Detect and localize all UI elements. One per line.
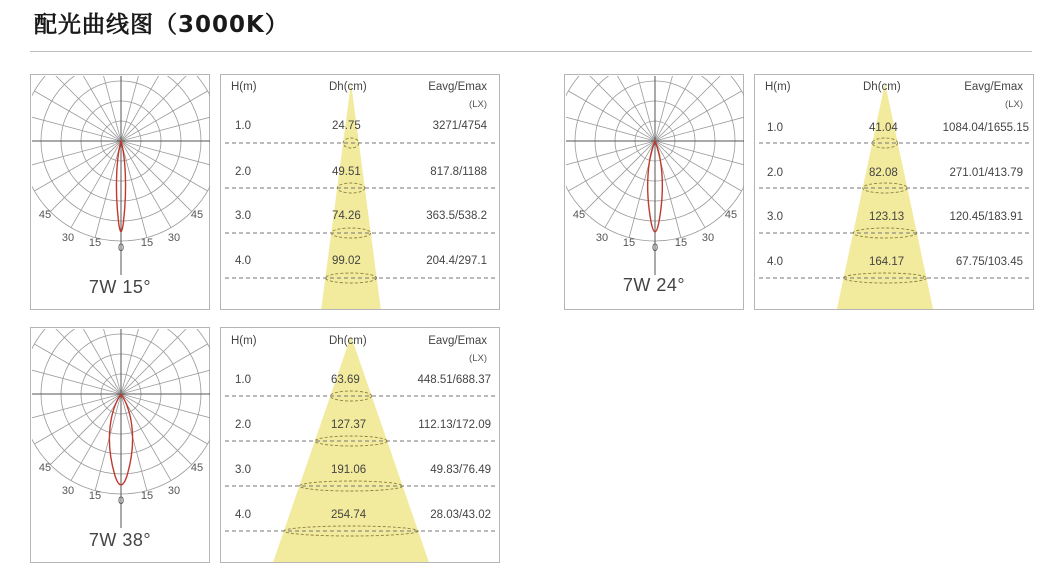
row-e: 271.01/413.79 xyxy=(949,167,1023,179)
angle-tick-label: 15 xyxy=(140,490,154,502)
row-h: 2.0 xyxy=(235,166,251,178)
angle-tick-label: 15 xyxy=(140,237,154,249)
angle-tick-label: 45 xyxy=(190,209,204,221)
row-e: 49.83/76.49 xyxy=(430,464,491,476)
row-h: 4.0 xyxy=(235,509,251,521)
row-h: 2.0 xyxy=(767,167,783,179)
beam-table-15 xyxy=(220,74,500,310)
row-h: 1.0 xyxy=(235,120,251,132)
row-e: 817.8/1188 xyxy=(430,166,487,178)
header-h: H(m) xyxy=(231,335,257,347)
row-e: 363.5/538.2 xyxy=(426,210,487,222)
angle-tick-label: 15 xyxy=(674,237,688,249)
angle-tick-label: 45 xyxy=(190,462,204,474)
row-h: 4.0 xyxy=(767,256,783,268)
header-e: Eavg/Emax xyxy=(428,81,487,93)
row-e: 67.75/103.45 xyxy=(955,256,1023,268)
row-dh: 191.06 xyxy=(331,464,367,476)
polar-panel-38 xyxy=(30,327,210,563)
angle-tick-label: 0 xyxy=(117,242,125,254)
polar-label-24: 7W 24° xyxy=(622,275,686,295)
angle-tick-label: 30 xyxy=(701,232,715,244)
angle-tick-label: 30 xyxy=(167,232,181,244)
polar-panel-24 xyxy=(564,74,744,310)
row-e: 112.13/172.09 xyxy=(418,419,491,431)
angle-tick-label: 45 xyxy=(572,209,586,221)
angle-tick-label: 30 xyxy=(167,485,181,497)
angle-tick-label: 45 xyxy=(724,209,738,221)
page-title: 配光曲线图（3000K） xyxy=(34,12,289,38)
polar-diagram-15 xyxy=(31,75,211,311)
row-dh: 254.74 xyxy=(331,509,367,521)
polar-label-38: 7W 38° xyxy=(88,530,152,550)
angle-tick-label: 45 xyxy=(38,209,52,221)
header-h: H(m) xyxy=(231,81,257,93)
row-dh: 74.26 xyxy=(332,210,361,222)
row-h: 2.0 xyxy=(235,419,251,431)
beam-cone-38 xyxy=(221,328,501,564)
row-dh: 99.02 xyxy=(332,255,361,267)
angle-tick-label: 0 xyxy=(117,495,125,507)
beam-cone-24 xyxy=(755,75,1035,311)
header-e: Eavg/Emax xyxy=(428,335,487,347)
row-e: 448.51/688.37 xyxy=(417,374,491,386)
angle-tick-label: 15 xyxy=(88,237,102,249)
beam-cone-15 xyxy=(221,75,501,311)
angle-tick-label: 15 xyxy=(88,490,102,502)
beam-table-38 xyxy=(220,327,500,563)
angle-tick-label: 0 xyxy=(651,242,659,254)
header-dh: Dh(cm) xyxy=(329,81,367,93)
beam-table-24 xyxy=(754,74,1034,310)
row-h: 1.0 xyxy=(767,122,783,134)
header-e-unit: (LX) xyxy=(1005,99,1023,110)
title-divider xyxy=(30,51,1032,52)
header-e: Eavg/Emax xyxy=(964,81,1023,93)
angle-tick-label: 45 xyxy=(38,462,52,474)
row-dh: 41.04 xyxy=(869,122,898,134)
polar-label-15: 7W 15° xyxy=(88,277,152,297)
polar-diagram-38 xyxy=(31,328,211,564)
row-dh: 123.13 xyxy=(869,211,905,223)
header-dh: Dh(cm) xyxy=(329,335,367,347)
row-dh: 49.51 xyxy=(332,166,361,178)
row-dh: 24.75 xyxy=(332,120,361,132)
row-dh: 82.08 xyxy=(869,167,898,179)
row-h: 3.0 xyxy=(235,464,251,476)
row-e: 3271/4754 xyxy=(432,120,487,132)
angle-tick-label: 30 xyxy=(595,232,609,244)
angle-tick-label: 15 xyxy=(622,237,636,249)
angle-tick-label: 30 xyxy=(61,485,75,497)
row-h: 1.0 xyxy=(235,374,251,386)
row-e: 204.4/297.1 xyxy=(426,255,487,267)
polar-panel-15 xyxy=(30,74,210,310)
header-h: H(m) xyxy=(765,81,791,93)
angle-tick-label: 30 xyxy=(61,232,75,244)
row-dh: 164.17 xyxy=(869,256,905,268)
header-e-unit: (LX) xyxy=(469,353,487,364)
row-e: 1084.04/1655.15 xyxy=(942,122,1029,134)
row-e: 120.45/183.91 xyxy=(949,211,1023,223)
header-e-unit: (LX) xyxy=(469,99,487,110)
row-e: 28.03/43.02 xyxy=(430,509,491,521)
header-dh: Dh(cm) xyxy=(863,81,901,93)
row-dh: 63.69 xyxy=(331,374,360,386)
row-dh: 127.37 xyxy=(331,419,367,431)
row-h: 3.0 xyxy=(235,210,251,222)
row-h: 3.0 xyxy=(767,211,783,223)
row-h: 4.0 xyxy=(235,255,251,267)
